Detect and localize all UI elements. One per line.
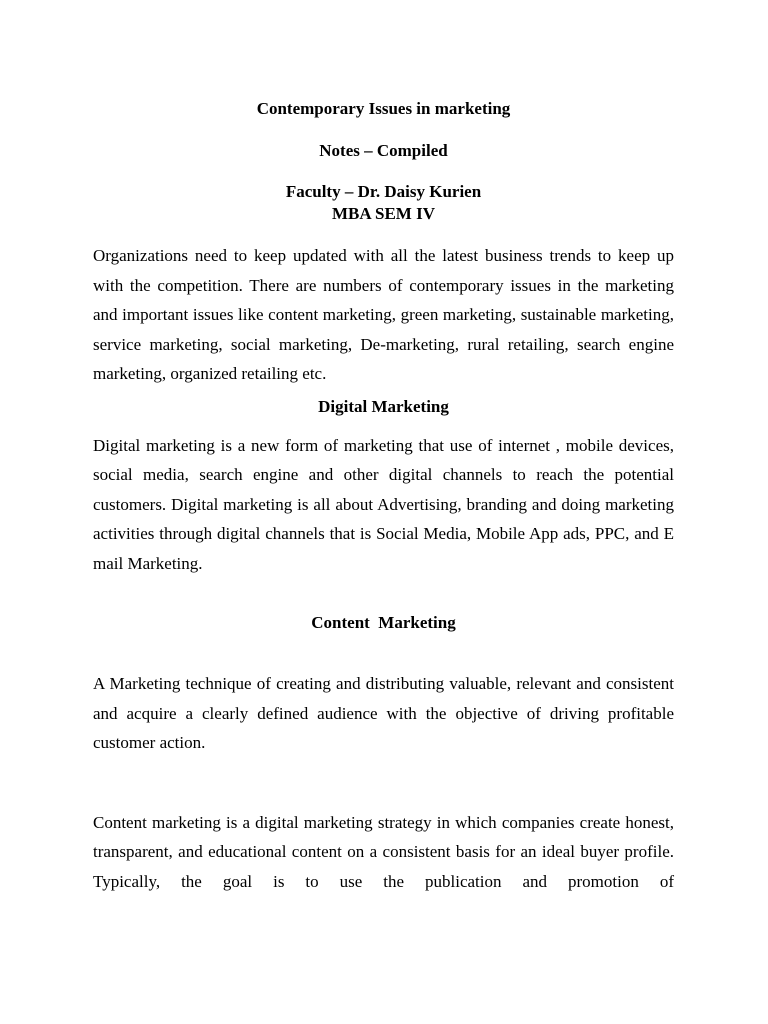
content-marketing-heading: Content Marketing <box>311 613 456 632</box>
document-title: Contemporary Issues in marketing <box>256 99 511 118</box>
semester-line: MBA SEM IV <box>332 204 435 223</box>
intro-paragraph: Organizations need to keep updated with all the latest business trends to keep up with the competition. There are numbers of contemporary issues in the marketing and important issues like content marketing, green marketing, sustainable marketing, service marketing, social marketing, De-marketing, rural retailing, search engine marketing, organized retailing etc. <box>93 246 674 383</box>
digital-marketing-paragraph: Digital marketing is a new form of marketing that use of internet , mobile devices, social media, search engine and other digital channels to reach the potential customers. Digital marketing is all about Advertising, branding and doing marketing activities through digital channels that is Social Media, Mobile App ads, PPC, and E mail Marketing. <box>93 435 674 573</box>
content-marketing-paragraph-1: A Marketing technique of creating and distributing valuable, relevant and consistent and acquire a clearly defined audience with the objective of driving profitable customer action. <box>93 674 674 752</box>
notes-line: Notes – Compiled <box>319 141 448 160</box>
faculty-line: Faculty – Dr. Daisy Kurien <box>285 182 482 201</box>
digital-marketing-heading: Digital Marketing <box>318 396 449 416</box>
content-marketing-paragraph-2: Content marketing is a digital marketing strategy in which companies create honest, transparent, and educational content on a consistent basis for an ideal buyer profile. Typically, the goal is to use the publication and promotion of <box>93 812 674 891</box>
document-body <box>93 98 674 896</box>
